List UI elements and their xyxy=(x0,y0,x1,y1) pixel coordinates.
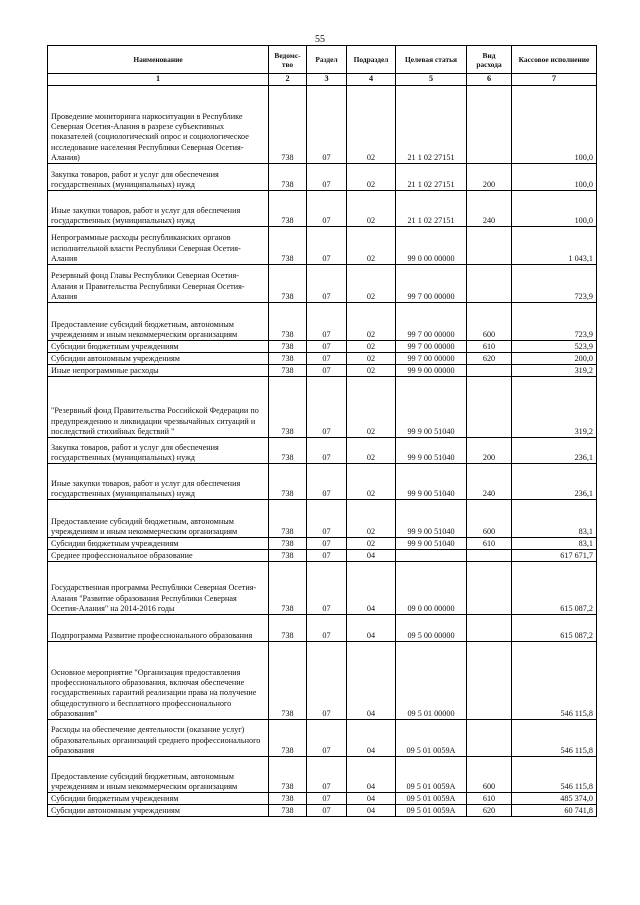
table-row xyxy=(48,562,597,615)
header-subsection: Подраздел xyxy=(347,46,396,74)
subsection-cell: 04 xyxy=(347,562,396,615)
amount-cell: 615 087,2 xyxy=(512,562,597,615)
row-name-cell: Субсидии бюджетным учреждениям xyxy=(48,538,269,550)
target-article-cell: 99 9 00 00000 xyxy=(396,365,467,377)
section-cell: 07 xyxy=(307,353,347,365)
amount-cell: 100,0 xyxy=(512,86,597,164)
target-article-cell: 09 5 01 0059А xyxy=(396,757,467,793)
row-name-cell: Расходы на обеспечение деятельности (оказание услуг) образовательных организаций среднего профессионального образования xyxy=(48,720,269,757)
department-cell: 738 xyxy=(269,757,307,793)
department-cell: 738 xyxy=(269,500,307,538)
expense-type-cell: 240 xyxy=(467,191,512,227)
section-cell: 07 xyxy=(307,377,347,438)
row-name-cell: Непрограммные расходы республиканских органов исполнительной власти Республики Северная Осетия-Алания xyxy=(48,227,269,265)
section-cell: 07 xyxy=(307,615,347,642)
table-row xyxy=(48,377,597,438)
section-cell: 07 xyxy=(307,500,347,538)
target-article-cell: 21 1 02 27151 xyxy=(396,86,467,164)
expense-type-cell xyxy=(467,265,512,303)
page-number: 55 xyxy=(315,34,325,45)
row-name-cell: Иные закупки товаров, работ и услуг для обеспечения государственных (муниципальных) нужд xyxy=(48,464,269,500)
target-article-cell: 99 7 00 00000 xyxy=(396,265,467,303)
department-cell: 738 xyxy=(269,377,307,438)
target-article-cell: 99 0 00 00000 xyxy=(396,227,467,265)
table-row xyxy=(48,757,597,793)
table-row xyxy=(48,793,597,805)
amount-cell: 615 087,2 xyxy=(512,615,597,642)
target-article-cell: 09 5 00 00000 xyxy=(396,615,467,642)
target-article-cell: 99 9 00 51040 xyxy=(396,538,467,550)
amount-cell: 723,9 xyxy=(512,303,597,341)
expense-type-cell: 200 xyxy=(467,164,512,191)
row-name-cell: Иные непрограммные расходы xyxy=(48,365,269,377)
section-cell: 07 xyxy=(307,805,347,817)
target-article-cell: 21 1 02 27151 xyxy=(396,164,467,191)
table-row xyxy=(48,550,597,562)
header-expense-type: Вид расхода xyxy=(467,46,512,74)
amount-cell: 723,9 xyxy=(512,265,597,303)
department-cell: 738 xyxy=(269,365,307,377)
row-name-cell: Субсидии бюджетным учреждениям xyxy=(48,341,269,353)
amount-cell: 485 374,0 xyxy=(512,793,597,805)
table-row xyxy=(48,353,597,365)
department-cell: 738 xyxy=(269,341,307,353)
subsection-cell: 04 xyxy=(347,615,396,642)
target-article-cell: 99 9 00 51040 xyxy=(396,438,467,464)
expense-type-cell xyxy=(467,365,512,377)
subsection-cell: 02 xyxy=(347,438,396,464)
amount-cell: 200,0 xyxy=(512,353,597,365)
amount-cell: 100,0 xyxy=(512,191,597,227)
table-row xyxy=(48,538,597,550)
subsection-cell: 04 xyxy=(347,793,396,805)
section-cell: 07 xyxy=(307,227,347,265)
column-number: 7 xyxy=(512,74,597,86)
department-cell: 738 xyxy=(269,438,307,464)
row-name-cell: Среднее профессиональное образование xyxy=(48,550,269,562)
row-name-cell: Закупка товаров, работ и услуг для обеспечения государственных (муниципальных) нужд xyxy=(48,164,269,191)
expense-type-cell: 600 xyxy=(467,303,512,341)
header-target-article: Целевая статья xyxy=(396,46,467,74)
subsection-cell: 04 xyxy=(347,550,396,562)
row-name-cell: Подпрограмма Развитие профессионального образования xyxy=(48,615,269,642)
amount-cell: 319,2 xyxy=(512,365,597,377)
subsection-cell: 02 xyxy=(347,164,396,191)
table-row xyxy=(48,191,597,227)
department-cell: 738 xyxy=(269,793,307,805)
row-name-cell: Закупка товаров, работ и услуг для обеспечения государственных (муниципальных) нужд xyxy=(48,438,269,464)
section-cell: 07 xyxy=(307,265,347,303)
target-article-cell: 09 5 01 0059А xyxy=(396,805,467,817)
section-cell: 07 xyxy=(307,793,347,805)
expense-type-cell: 620 xyxy=(467,353,512,365)
expense-type-cell: 620 xyxy=(467,805,512,817)
subsection-cell: 02 xyxy=(347,341,396,353)
target-article-cell: 09 5 01 0059А xyxy=(396,720,467,757)
target-article-cell: 09 5 01 0059А xyxy=(396,793,467,805)
subsection-cell: 02 xyxy=(347,227,396,265)
table-row xyxy=(48,615,597,642)
department-cell: 738 xyxy=(269,353,307,365)
table-row xyxy=(48,464,597,500)
row-name-cell: Субсидии автономным учреждениям xyxy=(48,805,269,817)
expense-type-cell xyxy=(467,86,512,164)
table-row xyxy=(48,438,597,464)
section-cell: 07 xyxy=(307,365,347,377)
subsection-cell: 02 xyxy=(347,365,396,377)
subsection-cell: 02 xyxy=(347,353,396,365)
row-name-cell: Субсидии автономным учреждениям xyxy=(48,353,269,365)
department-cell: 738 xyxy=(269,227,307,265)
department-cell: 738 xyxy=(269,550,307,562)
amount-cell: 546 115,8 xyxy=(512,757,597,793)
table-row xyxy=(48,500,597,538)
subsection-cell: 02 xyxy=(347,500,396,538)
column-number-row xyxy=(48,74,597,86)
column-number: 3 xyxy=(307,74,347,86)
section-cell: 07 xyxy=(307,720,347,757)
expense-type-cell xyxy=(467,227,512,265)
subsection-cell: 04 xyxy=(347,642,396,720)
section-cell: 07 xyxy=(307,550,347,562)
table-row xyxy=(48,720,597,757)
row-name-cell: Субсидии бюджетным учреждениям xyxy=(48,793,269,805)
expense-type-cell: 610 xyxy=(467,793,512,805)
amount-cell: 546 115,8 xyxy=(512,720,597,757)
header-name: Наименование xyxy=(48,46,269,74)
amount-cell: 319,2 xyxy=(512,377,597,438)
table-row xyxy=(48,341,597,353)
row-name-cell: Иные закупки товаров, работ и услуг для обеспечения государственных (муниципальных) нужд xyxy=(48,191,269,227)
target-article-cell xyxy=(396,550,467,562)
target-article-cell: 99 7 00 00000 xyxy=(396,341,467,353)
amount-cell: 83,1 xyxy=(512,500,597,538)
department-cell: 738 xyxy=(269,164,307,191)
subsection-cell: 04 xyxy=(347,805,396,817)
department-cell: 738 xyxy=(269,464,307,500)
target-article-cell: 21 1 02 27151 xyxy=(396,191,467,227)
row-name-cell: Предоставление субсидий бюджетным, автономным учреждениям и иным некоммерческим организациям xyxy=(48,303,269,341)
department-cell: 738 xyxy=(269,265,307,303)
subsection-cell: 02 xyxy=(347,86,396,164)
department-cell: 738 xyxy=(269,642,307,720)
table-row xyxy=(48,86,597,164)
table-body xyxy=(48,86,597,817)
amount-cell: 1 043,1 xyxy=(512,227,597,265)
header-section: Раздел xyxy=(307,46,347,74)
expense-type-cell xyxy=(467,562,512,615)
amount-cell: 236,1 xyxy=(512,464,597,500)
expense-type-cell xyxy=(467,550,512,562)
expense-type-cell: 240 xyxy=(467,464,512,500)
header-department: Ведомс-тво xyxy=(269,46,307,74)
section-cell: 07 xyxy=(307,464,347,500)
amount-cell: 546 115,8 xyxy=(512,642,597,720)
department-cell: 738 xyxy=(269,86,307,164)
department-cell: 738 xyxy=(269,191,307,227)
subsection-cell: 02 xyxy=(347,464,396,500)
department-cell: 738 xyxy=(269,615,307,642)
expense-type-cell xyxy=(467,720,512,757)
column-number: 1 xyxy=(48,74,269,86)
table-row xyxy=(48,642,597,720)
target-article-cell: 99 7 00 00000 xyxy=(396,303,467,341)
expense-type-cell xyxy=(467,642,512,720)
section-cell: 07 xyxy=(307,438,347,464)
department-cell: 738 xyxy=(269,562,307,615)
column-number: 2 xyxy=(269,74,307,86)
section-cell: 07 xyxy=(307,538,347,550)
expense-type-cell: 610 xyxy=(467,341,512,353)
subsection-cell: 04 xyxy=(347,720,396,757)
column-number: 4 xyxy=(347,74,396,86)
section-cell: 07 xyxy=(307,191,347,227)
table-header-row xyxy=(48,46,597,74)
department-cell: 738 xyxy=(269,720,307,757)
subsection-cell: 04 xyxy=(347,757,396,793)
expense-type-cell: 600 xyxy=(467,757,512,793)
table-row xyxy=(48,303,597,341)
expense-type-cell xyxy=(467,377,512,438)
table-row xyxy=(48,227,597,265)
amount-cell: 60 741,8 xyxy=(512,805,597,817)
row-name-cell: "Резервный фонд Правительства Российской Федерации по предупреждению и ликвидации чрезвычайных ситуаций и последствий стихийных бедствий " xyxy=(48,377,269,438)
column-number: 6 xyxy=(467,74,512,86)
target-article-cell: 09 5 01 00000 xyxy=(396,642,467,720)
table-row xyxy=(48,265,597,303)
header-cash-execution: Кассовое исполнение xyxy=(512,46,597,74)
target-article-cell: 99 7 00 00000 xyxy=(396,353,467,365)
department-cell: 738 xyxy=(269,805,307,817)
row-name-cell: Проведение мониторинга наркоситуации в Республике Северная Осетия-Алания в разрезе субъективных показателей (социологический опрос и социологическое исследование населения Республики Северная Осетия-Алания) xyxy=(48,86,269,164)
subsection-cell: 02 xyxy=(347,303,396,341)
subsection-cell: 02 xyxy=(347,191,396,227)
department-cell: 738 xyxy=(269,303,307,341)
amount-cell: 100,0 xyxy=(512,164,597,191)
amount-cell: 236,1 xyxy=(512,438,597,464)
target-article-cell: 99 9 00 51040 xyxy=(396,377,467,438)
subsection-cell: 02 xyxy=(347,265,396,303)
amount-cell: 83,1 xyxy=(512,538,597,550)
expense-type-cell: 600 xyxy=(467,500,512,538)
target-article-cell: 99 9 00 51040 xyxy=(396,464,467,500)
expense-type-cell: 610 xyxy=(467,538,512,550)
section-cell: 07 xyxy=(307,341,347,353)
section-cell: 07 xyxy=(307,86,347,164)
row-name-cell: Государственная программа Республики Северная Осетия-Алания "Развитие образования Республики Северная Осетия-Алания" на 2014-2016 годы xyxy=(48,562,269,615)
amount-cell: 523,9 xyxy=(512,341,597,353)
amount-cell: 617 671,7 xyxy=(512,550,597,562)
target-article-cell: 09 0 00 00000 xyxy=(396,562,467,615)
column-number: 5 xyxy=(396,74,467,86)
table-row xyxy=(48,365,597,377)
expense-type-cell: 200 xyxy=(467,438,512,464)
row-name-cell: Основное мероприятие "Организация предоставления профессионального образования, включая обеспечение государственных гарантий реализации права на получение общедоступного и бесплатного профессионального образования" xyxy=(48,642,269,720)
expense-type-cell xyxy=(467,615,512,642)
row-name-cell: Резервный фонд Главы Республики Северная Осетия-Алания и Правительства Республики Северная Осетия-Алания xyxy=(48,265,269,303)
section-cell: 07 xyxy=(307,164,347,191)
row-name-cell: Предоставление субсидий бюджетным, автономным учреждениям и иным некоммерческим организациям xyxy=(48,500,269,538)
table-row xyxy=(48,164,597,191)
row-name-cell: Предоставление субсидий бюджетным, автономным учреждениям и иным некоммерческим организациям xyxy=(48,757,269,793)
department-cell: 738 xyxy=(269,538,307,550)
table-row xyxy=(48,805,597,817)
subsection-cell: 02 xyxy=(347,538,396,550)
section-cell: 07 xyxy=(307,757,347,793)
section-cell: 07 xyxy=(307,642,347,720)
target-article-cell: 99 9 00 51040 xyxy=(396,500,467,538)
section-cell: 07 xyxy=(307,562,347,615)
budget-execution-table xyxy=(47,45,597,817)
subsection-cell: 02 xyxy=(347,377,396,438)
section-cell: 07 xyxy=(307,303,347,341)
